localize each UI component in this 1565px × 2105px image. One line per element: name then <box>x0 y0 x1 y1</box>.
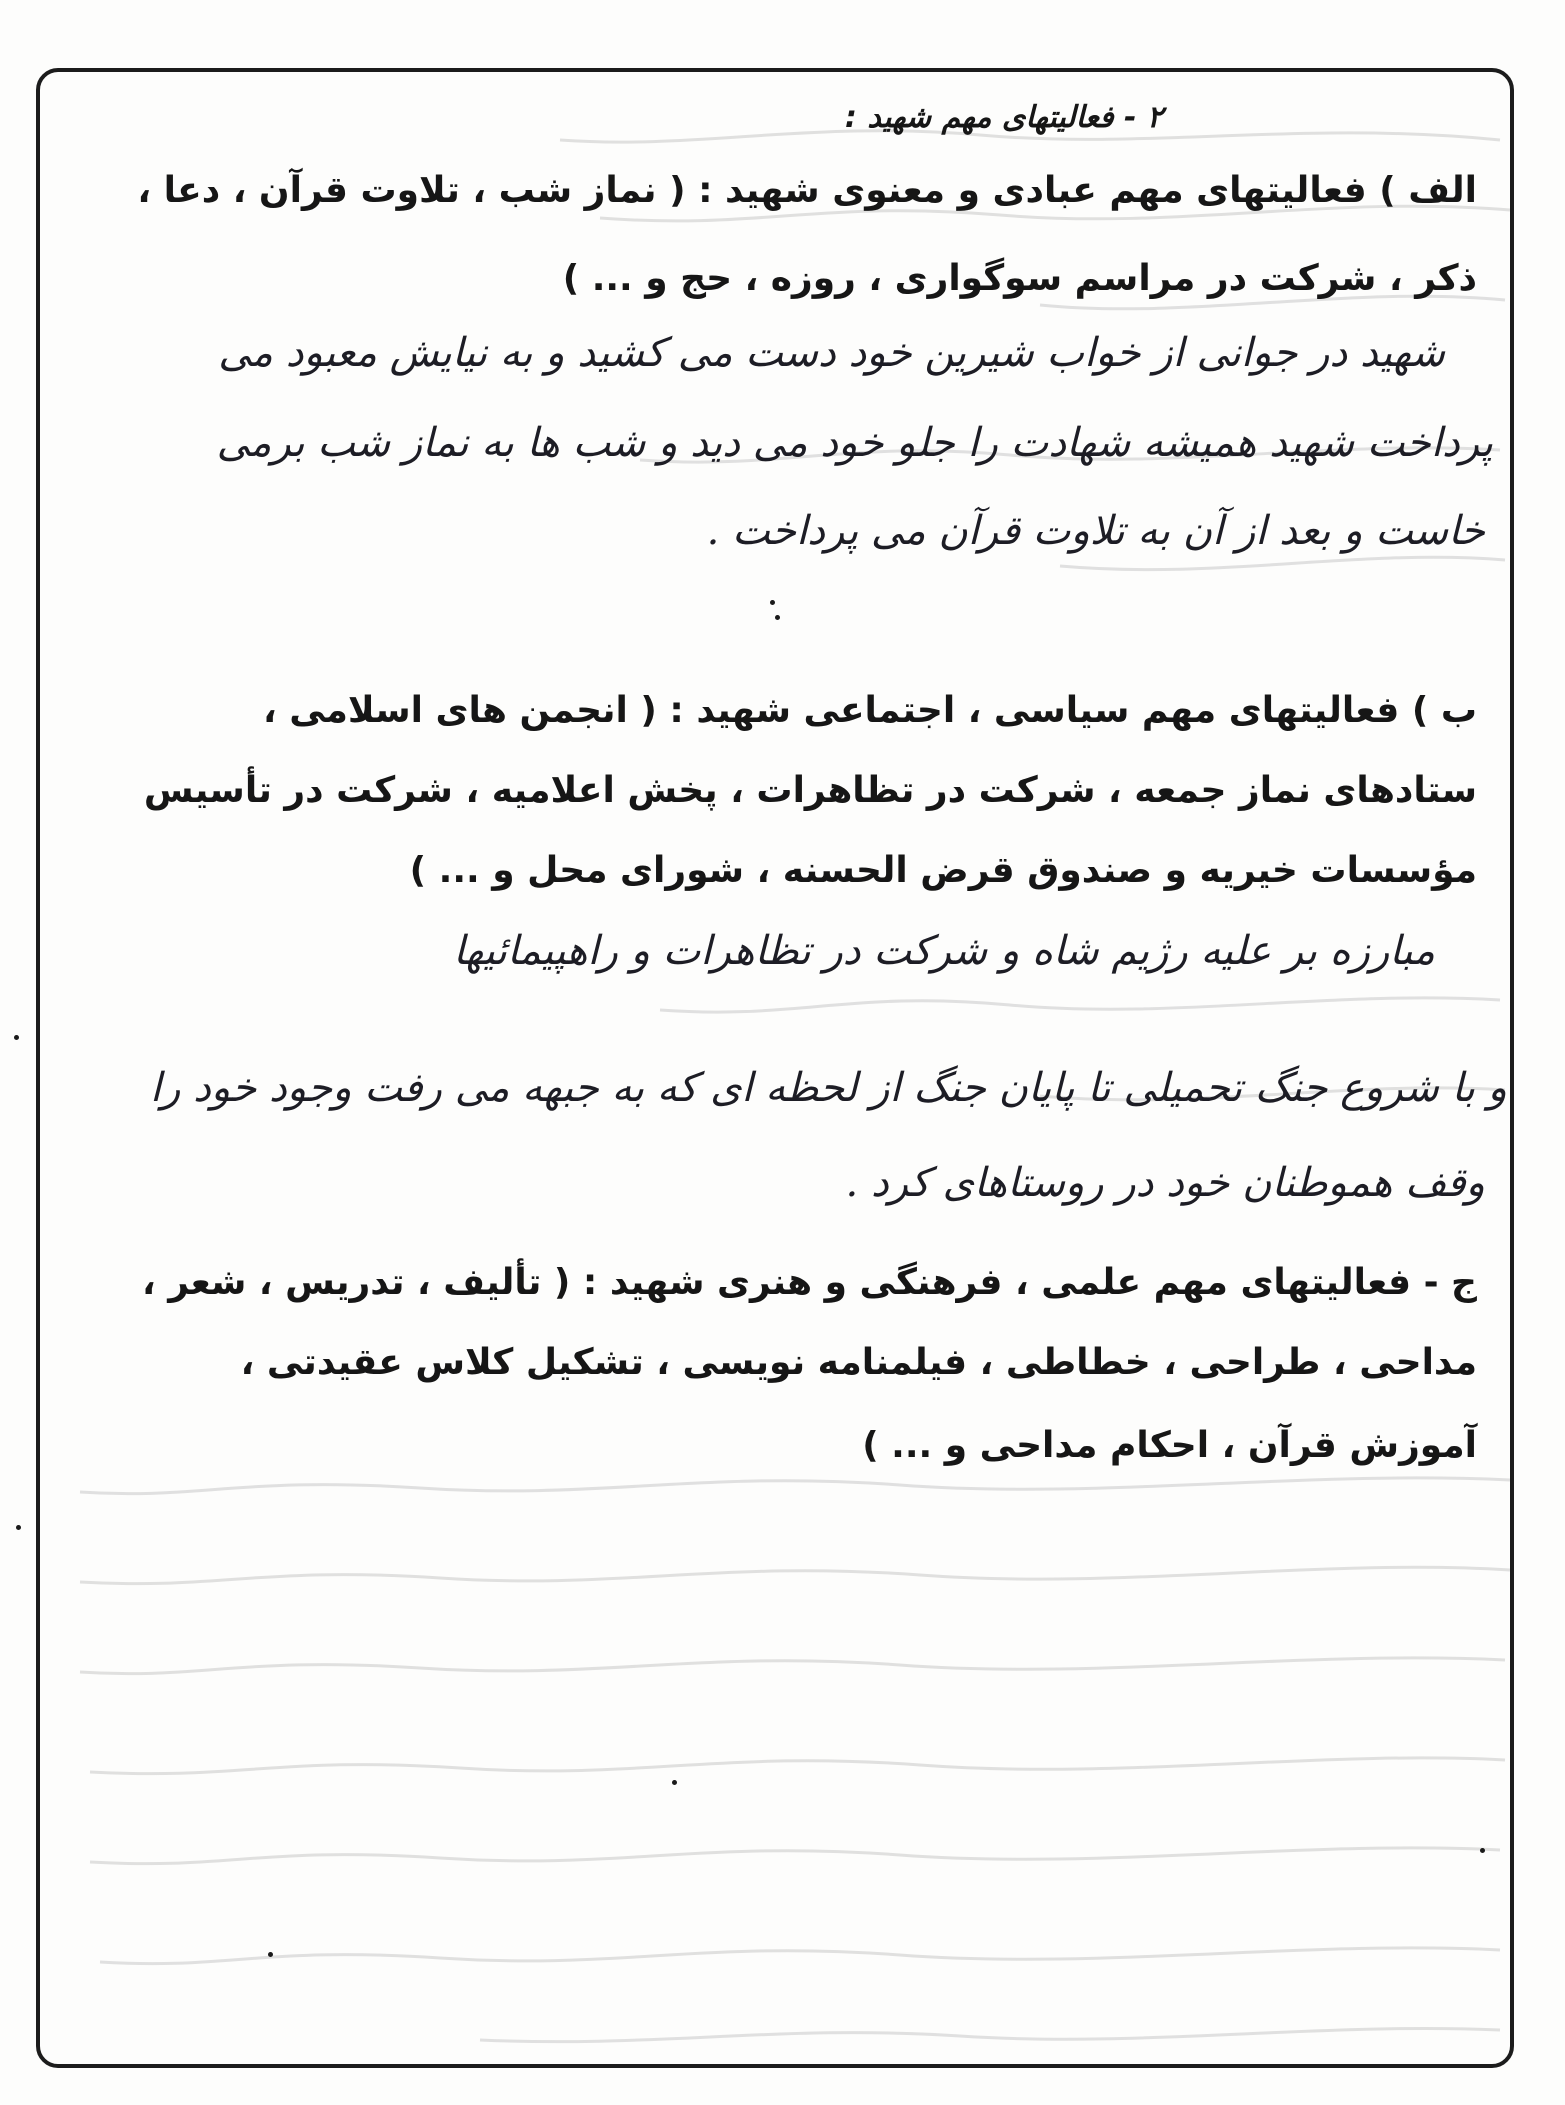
scan-speck <box>14 1035 19 1040</box>
section-alef-handwritten-line-2: پرداخت شهید همیشه شهادت را جلو خود می دید و شب ها به نماز شب برمی <box>216 420 1493 466</box>
section-be-printed-line-3: مؤسسات خیریه و صندوق قرض الحسنه ، شورای محل و ... ) <box>409 850 1477 891</box>
section-be-handwritten-line-1: مبارزه بر علیه رژیم شاه و شرکت در تظاهرات و راهپیمائیها <box>453 928 1435 974</box>
section-be-printed-line-1: ب ) فعالیتهای مهم سیاسی ، اجتماعی شهید : ( انجمن های اسلامی ، <box>263 690 1477 731</box>
section-alef-handwritten-line-3: خاست و بعد از آن به تلاوت قرآن می پرداخت . <box>706 508 1485 554</box>
scan-speck <box>770 600 775 605</box>
section-alef-handwritten-line-1: شهید در جوانی از خواب شیرین خود دست می کشید و به نیایش معبود می <box>218 330 1445 376</box>
scan-speck <box>775 615 780 620</box>
section-jim-printed-line-3: آموزش قرآن ، احکام مداحی و ... ) <box>862 1425 1477 1466</box>
scan-speck <box>1480 1848 1485 1853</box>
section-heading: ۲ - فعالیتهای مهم شهید : <box>844 100 1163 135</box>
section-alef-printed-line-2: ذکر ، شرکت در مراسم سوگواری ، روزه ، حج و ... ) <box>562 258 1477 299</box>
scan-speck <box>16 1525 21 1530</box>
section-jim-printed-line-2: مداحی ، طراحی ، خطاطی ، فیلمنامه نویسی ، تشکیل کلاس عقیدتی ، <box>240 1342 1477 1383</box>
section-alef-printed-line-1: الف ) فعالیتهای مهم عبادی و معنوی شهید : ( نماز شب ، تلاوت قرآن ، دعا ، <box>137 170 1477 211</box>
scan-speck <box>672 1780 677 1785</box>
section-be-handwritten-line-3: وقف هموطنان خود در روستاهای کرد . <box>845 1160 1485 1206</box>
section-be-handwritten-line-2: و با شروع جنگ تحمیلی تا پایان جنگ از لحظه ای که به جبهه می رفت وجود خود را <box>149 1065 1507 1111</box>
section-jim-printed-line-1: ج - فعالیتهای مهم علمی ، فرهنگی و هنری شهید : ( تألیف ، تدریس ، شعر ، <box>142 1262 1477 1303</box>
scan-speck <box>268 1952 273 1957</box>
section-be-printed-line-2: ستادهای نماز جمعه ، شرکت در تظاهرات ، پخش اعلامیه ، شرکت در تأسیس <box>143 770 1477 811</box>
